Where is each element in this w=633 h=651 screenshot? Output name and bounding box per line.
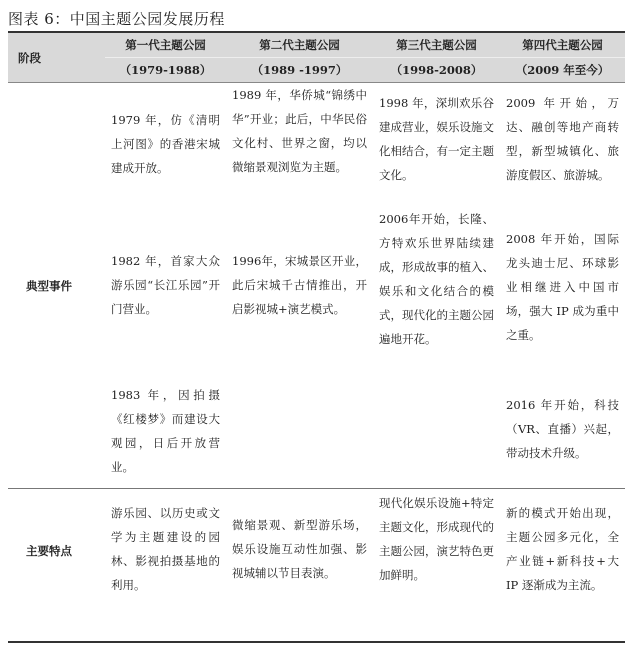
feature-gen3: 现代化娱乐设施+特定主题文化，形成现代的主题公园，演艺特色更加鲜明。 bbox=[379, 496, 494, 582]
event-gen1-3: 1983 年，因拍摄《红楼梦》而建设大观园，日后开放营业。 bbox=[111, 387, 220, 474]
event-gen4-3: 2016 年开始，科技（VR、直播）兴起，带动技术升级。 bbox=[506, 397, 619, 460]
table-header-row bbox=[8, 33, 625, 83]
header-gen1-name: 第一代主题公园 bbox=[105, 33, 226, 58]
header-stage: 阶段 bbox=[8, 33, 105, 83]
figure-title: 图表 6：中国主题公园发展历程 bbox=[8, 10, 225, 28]
feature-gen1: 游乐园、以历史或文学为主题建设的园林、影视拍摄基地的利用。 bbox=[111, 506, 220, 592]
event-gen1-1: 1979 年，仿《清明上河图》的香港宋城建成开放。 bbox=[111, 113, 220, 175]
event-gen4-1: 2009 年开始，万达、融创等地产商转型，新型城镇化、旅游度假区、旅游城。 bbox=[506, 96, 619, 182]
header-gen3-name: 第三代主题公园 bbox=[373, 33, 500, 58]
feature-gen4: 新的模式开始出现，主题公园多元化，全产业链+新科技+大 IP 逐渐成为主流。 bbox=[506, 506, 619, 592]
header-gen2 bbox=[226, 33, 373, 83]
bottom-rule bbox=[8, 641, 625, 643]
theme-park-history-table bbox=[8, 33, 625, 613]
features-row bbox=[8, 489, 625, 613]
events-label: 典型事件 bbox=[26, 278, 72, 293]
event-gen2-1: 1989 年，华侨城“锦绣中华”开业；此后，中华民俗文化村、世界之窗，均以微缩景观浏览为主题。 bbox=[232, 88, 367, 174]
event-gen4-2: 2008 年开始，国际龙头迪士尼、环球影业相继进入中国市场，强大 IP 成为重中之重。 bbox=[506, 231, 619, 342]
header-gen4 bbox=[500, 33, 625, 83]
header-gen3-period: （1998-2008） bbox=[390, 63, 483, 77]
header-gen4-name: 第四代主题公园 bbox=[500, 33, 625, 58]
header-gen1 bbox=[105, 33, 226, 83]
header-gen2-period: （1989 -1997） bbox=[251, 63, 348, 77]
header-gen2-name: 第二代主题公园 bbox=[226, 33, 373, 58]
event-gen3-1: 1998 年，深圳欢乐谷建成营业，娱乐设施文化相结合，有一定主题文化。 bbox=[379, 96, 494, 182]
header-gen1-period: （1979-1988） bbox=[119, 63, 212, 77]
feature-gen2: 微缩景观、新型游乐场，娱乐设施互动性加强、影视城辅以节目表演。 bbox=[232, 518, 367, 580]
event-gen3-2: 2006年开始，长隆、方特欢乐世界陆续建成，形成故事的植入、娱乐和文化结合的模式，现代化的主题公园遍地开花。 bbox=[379, 211, 494, 346]
events-row-1 bbox=[8, 83, 625, 207]
header-gen3 bbox=[373, 33, 500, 83]
header-gen4-period: （2009 年至今） bbox=[515, 63, 610, 77]
features-label: 主要特点 bbox=[8, 489, 105, 613]
event-gen2-2: 1996年，宋城景区开业，此后宋城千古情推出，开启影视城+演艺模式。 bbox=[232, 253, 367, 316]
event-gen1-2: 1982 年，首家大众游乐园“长江乐园”开门营业。 bbox=[111, 253, 220, 316]
